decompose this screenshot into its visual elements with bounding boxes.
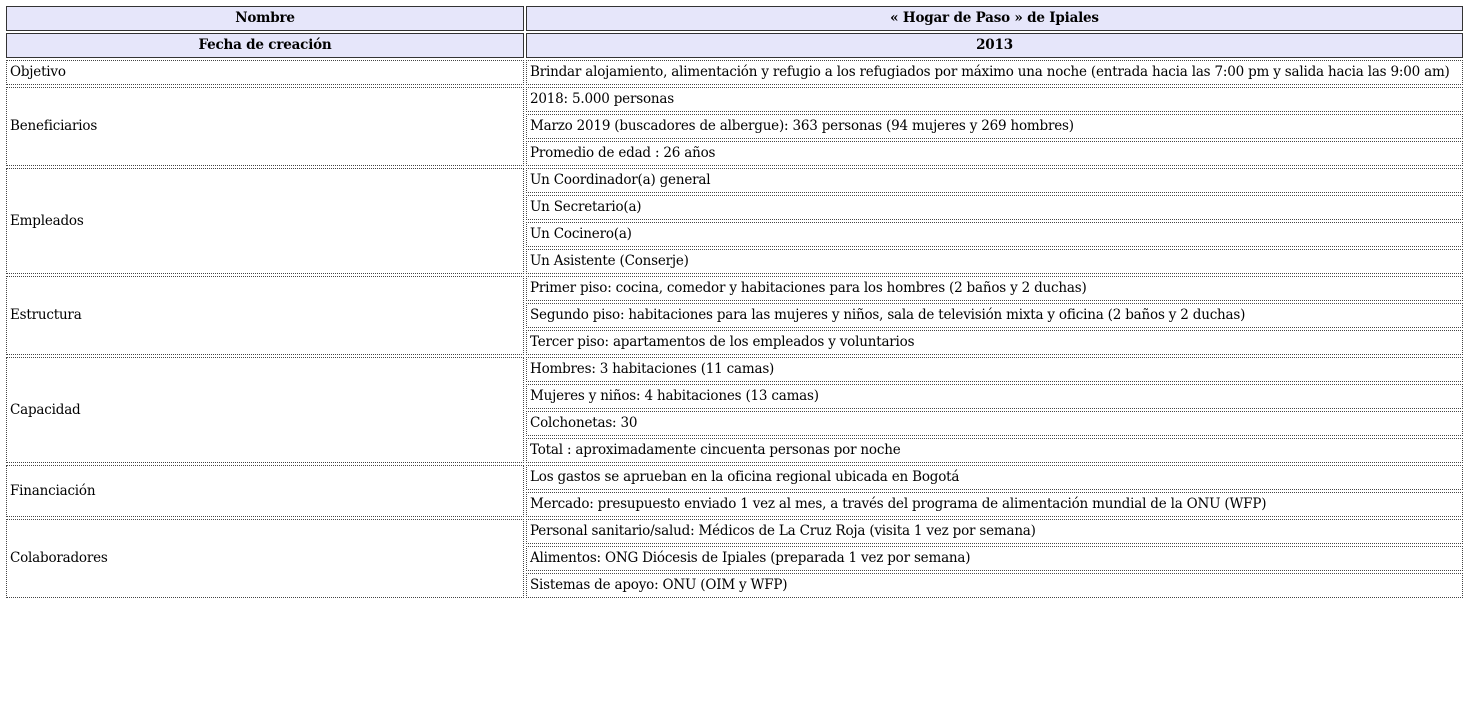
row-value: Total : aproximadamente cincuenta personas por noche xyxy=(526,438,1463,463)
row-value: Tercer piso: apartamentos de los empleados y voluntarios xyxy=(526,330,1463,355)
row-value: Promedio de edad : 26 años xyxy=(526,141,1463,166)
table-row xyxy=(6,168,1463,193)
row-value: 2018: 5.000 personas xyxy=(526,87,1463,112)
info-table xyxy=(4,4,1465,600)
date-label: Fecha de creación xyxy=(6,33,524,58)
row-label: Estructura xyxy=(6,276,524,355)
row-value: Primer piso: cocina, comedor y habitaciones para los hombres (2 baños y 2 duchas) xyxy=(526,276,1463,301)
row-label: Empleados xyxy=(6,168,524,274)
row-label: Capacidad xyxy=(6,357,524,463)
row-value: Hombres: 3 habitaciones (11 camas) xyxy=(526,357,1463,382)
row-value: Brindar alojamiento, alimentación y refugio a los refugiados por máximo una noche (entrada hacia las 7:00 pm y salida hacia las 9:00 am) xyxy=(526,60,1463,85)
row-value: Personal sanitario/salud: Médicos de La Cruz Roja (visita 1 vez por semana) xyxy=(526,519,1463,544)
table-row xyxy=(6,276,1463,301)
date-value: 2013 xyxy=(526,33,1463,58)
row-value: Segundo piso: habitaciones para las mujeres y niños, sala de televisión mixta y oficina (2 baños y 2 duchas) xyxy=(526,303,1463,328)
row-value: Un Asistente (Conserje) xyxy=(526,249,1463,274)
row-value: Los gastos se aprueban en la oficina regional ubicada en Bogotá xyxy=(526,465,1463,490)
row-label: Objetivo xyxy=(6,60,524,85)
name-label: Nombre xyxy=(6,6,524,31)
row-value: Alimentos: ONG Diócesis de Ipiales (preparada 1 vez por semana) xyxy=(526,546,1463,571)
table-row xyxy=(6,465,1463,490)
table-body xyxy=(6,60,1463,598)
table-header xyxy=(6,6,1463,58)
row-value: Un Cocinero(a) xyxy=(526,222,1463,247)
row-label: Colaboradores xyxy=(6,519,524,598)
row-value: Mujeres y niños: 4 habitaciones (13 camas) xyxy=(526,384,1463,409)
row-value: Un Coordinador(a) general xyxy=(526,168,1463,193)
table-row xyxy=(6,87,1463,112)
row-value: Marzo 2019 (buscadores de albergue): 363 personas (94 mujeres y 269 hombres) xyxy=(526,114,1463,139)
row-value: Un Secretario(a) xyxy=(526,195,1463,220)
table-row xyxy=(6,357,1463,382)
row-value: Sistemas de apoyo: ONU (OIM y WFP) xyxy=(526,573,1463,598)
row-value: Mercado: presupuesto enviado 1 vez al mes, a través del programa de alimentación mundial de la ONU (WFP) xyxy=(526,492,1463,517)
row-label: Beneficiarios xyxy=(6,87,524,166)
header-row-name xyxy=(6,6,1463,31)
table-row xyxy=(6,60,1463,85)
row-value: Colchonetas: 30 xyxy=(526,411,1463,436)
name-value: « Hogar de Paso » de Ipiales xyxy=(526,6,1463,31)
document-sheet xyxy=(4,4,1465,600)
table-row xyxy=(6,519,1463,544)
header-row-date xyxy=(6,33,1463,58)
row-label: Financiación xyxy=(6,465,524,517)
